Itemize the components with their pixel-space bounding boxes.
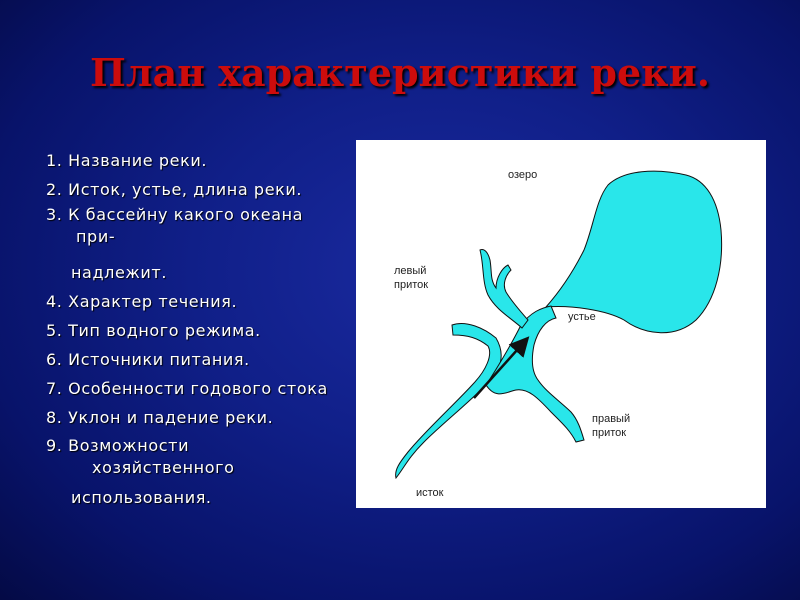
- mouth-label: устье: [568, 311, 596, 323]
- right-tributary-label-line2: приток: [592, 427, 627, 439]
- lake-label: озеро: [508, 169, 538, 181]
- list-item-continuation: надлежит.: [71, 263, 168, 282]
- list-item-continuation: при-: [76, 227, 116, 246]
- lake-shape: [546, 171, 722, 333]
- left-tributary-shape: [480, 249, 528, 328]
- list-item: 6. Источники питания.: [46, 350, 250, 369]
- list-item: 3. К бассейну какого океана: [46, 205, 304, 224]
- characteristics-list: [46, 146, 366, 512]
- left-tributary-label: [394, 264, 428, 292]
- list-item: 5. Тип водного режима.: [46, 321, 261, 340]
- list-item-continuation: хозяйственного: [92, 458, 235, 477]
- river-diagram: [356, 140, 766, 508]
- list-item: 2. Исток, устье, длина реки.: [46, 180, 303, 199]
- list-item: 7. Особенности годового стока: [46, 379, 328, 398]
- list-item: 9. Возможности: [46, 436, 190, 455]
- list-item: 1. Название реки.: [46, 151, 208, 170]
- right-tributary-label-line1: правый: [592, 413, 631, 425]
- river-map-graphic: [356, 140, 766, 508]
- list-item: 4. Характер течения.: [46, 292, 238, 311]
- left-tributary-label-line2: приток: [394, 279, 429, 291]
- left-tributary-label-line1: левый: [394, 265, 427, 277]
- source-label: исток: [416, 487, 444, 499]
- river-channel-shape: [486, 306, 584, 442]
- slide-title: План характеристики реки.: [89, 50, 711, 95]
- main-river-shape: [396, 323, 502, 478]
- right-tributary-label: [592, 412, 630, 440]
- list-item-continuation: использования.: [71, 488, 212, 507]
- list-item: 8. Уклон и падение реки.: [46, 408, 274, 427]
